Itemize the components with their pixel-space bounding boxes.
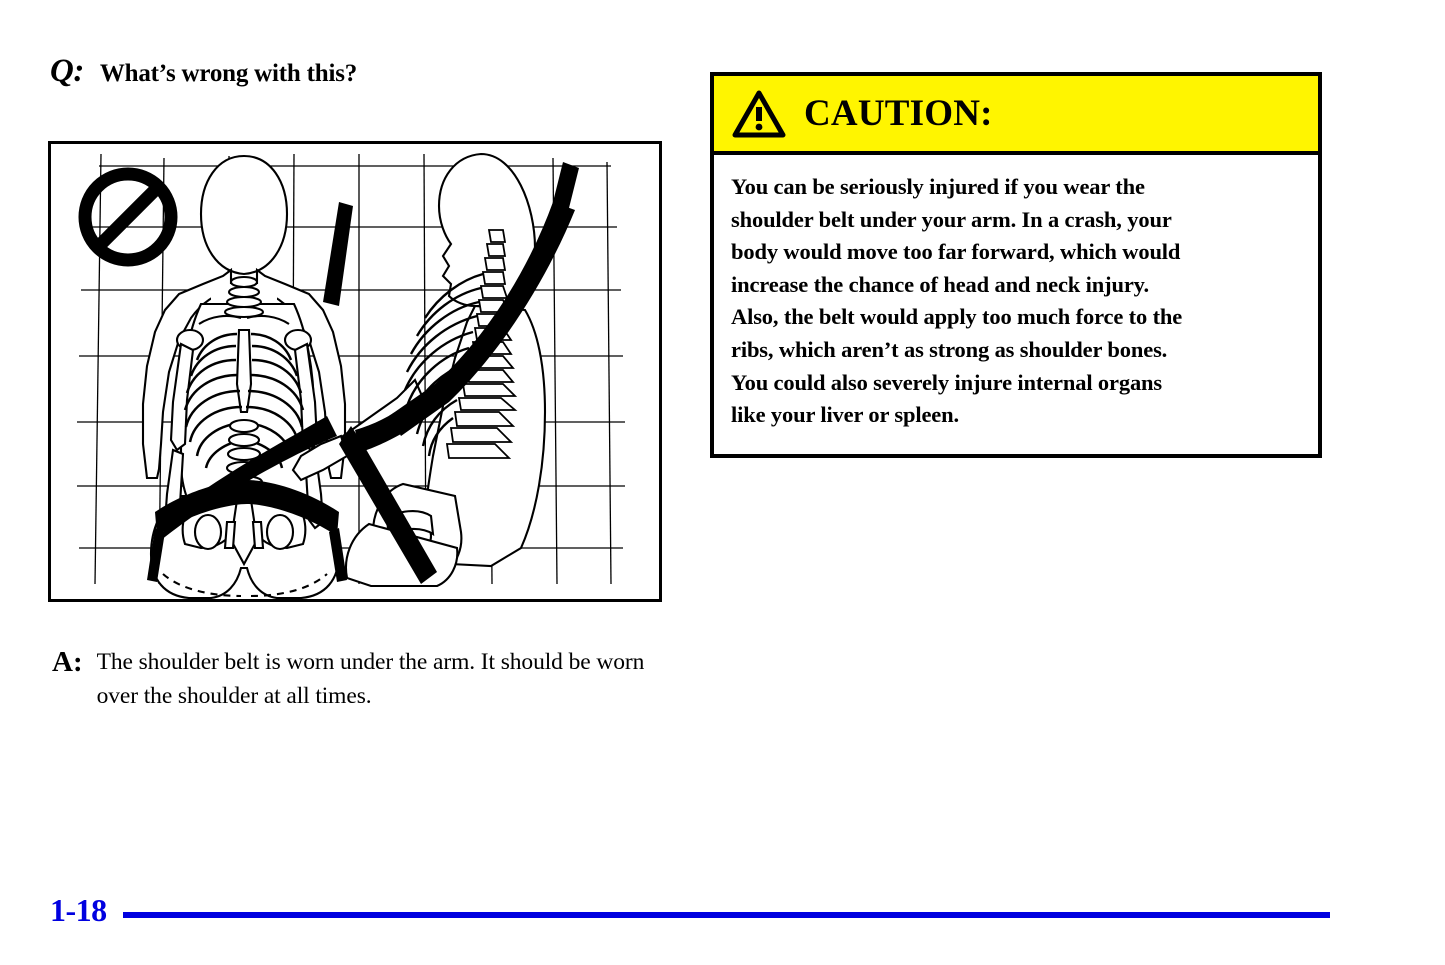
question-marker: Q: xyxy=(50,53,84,89)
page-number: 1-18 xyxy=(50,892,107,928)
caution-line: like your liver or spleen. xyxy=(731,402,959,428)
question-text: What’s wrong with this? xyxy=(99,60,358,87)
answer-text: The shoulder belt is worn under the arm. It should be worn over the shoulder at all times. xyxy=(96,649,645,709)
illustration-box xyxy=(48,141,662,602)
caution-line: ribs, which aren’t as strong as shoulder bones. xyxy=(731,336,1168,362)
caution-box xyxy=(710,72,1322,458)
answer-marker: A: xyxy=(52,646,83,678)
caution-line: increase the chance of head and neck injury. xyxy=(731,271,1149,297)
question-heading xyxy=(50,55,357,88)
caution-line: body would move too far forward, which would xyxy=(731,239,1181,265)
page-footer xyxy=(50,890,1330,930)
skeleton-seatbelt-illustration xyxy=(51,144,659,599)
caution-body xyxy=(714,155,1318,442)
no-circle-slash-icon xyxy=(85,174,171,260)
footer-rule xyxy=(123,912,1330,918)
warning-triangle-icon xyxy=(732,90,786,138)
caution-header xyxy=(714,76,1318,155)
caution-line: You can be seriously injured if you wear the xyxy=(731,174,1145,199)
caution-label: CAUTION: xyxy=(804,93,993,134)
caution-line: shoulder belt under your arm. In a crash, your xyxy=(731,206,1172,232)
caution-line: You could also severely injure internal organs xyxy=(731,369,1163,395)
caution-line: Also, the belt would apply too much force to the xyxy=(731,304,1183,330)
answer-block xyxy=(52,645,672,713)
